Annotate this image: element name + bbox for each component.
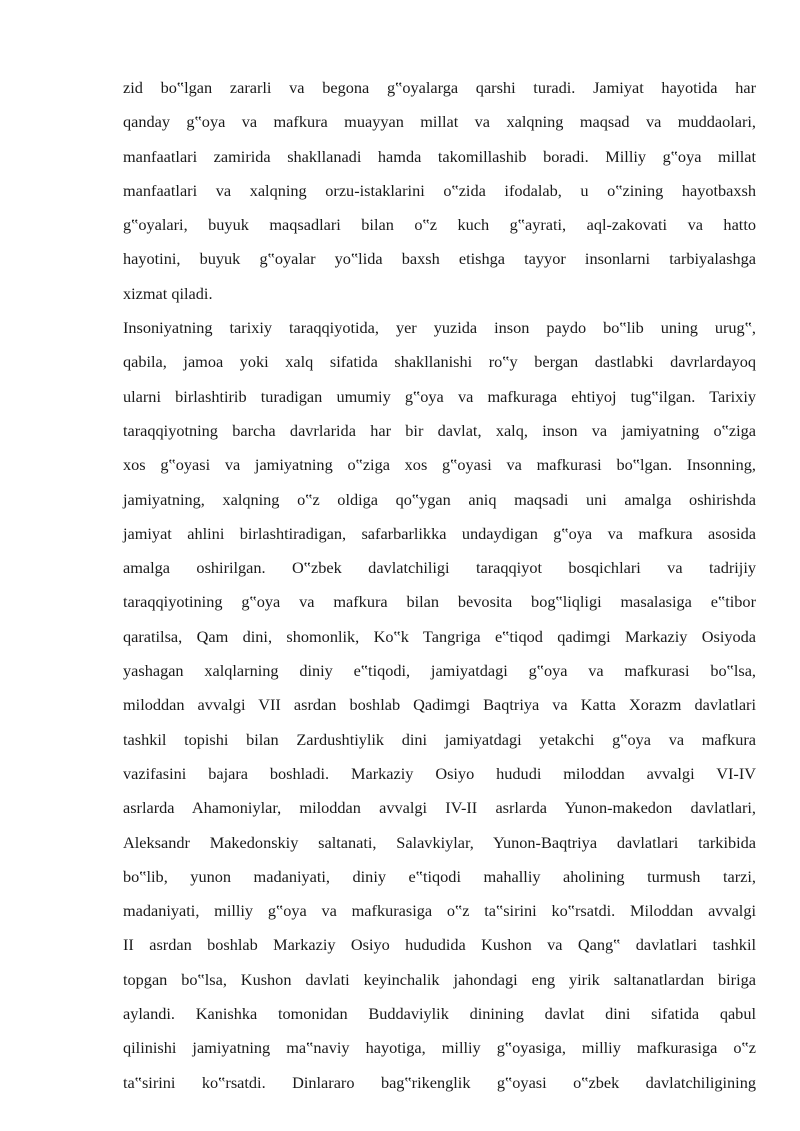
text-line: miloddan avvalgi VII asrdan boshlab Qadimgi Baqtriya va Katta Xorazm davlatlari [123, 695, 756, 715]
text-line: g‟oyalari, buyuk maqsadlari bilan o‟z kuch g‟ayrati, aql-zakovati va hatto [123, 215, 756, 235]
text-line: taraqqiyotning barcha davrlarida har bir davlat, xalq, inson va jamiyatning o‟ziga [123, 420, 756, 440]
text-line: bo‟lib, yunon madaniyati, diniy e‟tiqodi mahalliy aholining turmush tarzi, [123, 866, 756, 886]
text-line: qanday g‟oya va mafkura muayyan millat va xalqning maqsad va muddaolari, [123, 112, 756, 132]
text-line: tashkil topishi bilan Zardushtiylik dini jamiyatdagi yetakchi g‟oya va mafkura [123, 729, 756, 749]
text-line: jamiyat ahlini birlashtiradigan, safarbarlikka undaydigan g‟oya va mafkura asosida [123, 523, 756, 543]
text-line: ularni birlashtirib turadigan umumiy g‟oya va mafkuraga ehtiyoj tug‟ilgan. Tarixiy [123, 386, 756, 406]
text-line: asrlarda Ahamoniylar, miloddan avvalgi IV-II asrlarda Yunon-makedon davlatlari, [123, 798, 756, 818]
text-line: xizmat qiladi. [123, 283, 213, 303]
text-line: qabila, jamoa yoki xalq sifatida shakllanishi ro‟y bergan dastlabki davrlardayoq [123, 352, 756, 372]
document-page [123, 71, 756, 1100]
text-line: yashagan xalqlarning diniy e‟tiqodi, jamiyatdagi g‟oya va mafkurasi bo‟lsa, [123, 661, 756, 681]
text-line: xos g‟oyasi va jamiyatning o‟ziga xos g‟oyasi va mafkurasi bo‟lgan. Insonning, [123, 455, 756, 475]
text-line: qaratilsa, Qam dini, shomonlik, Ko‟k Tangriga e‟tiqod qadimgi Markaziy Osiyoda [123, 626, 756, 646]
text-line: jamiyatning, xalqning o‟z oldiga qo‟ygan aniq maqsadi uni amalga oshirishda [123, 489, 756, 509]
text-line: topgan bo‟lsa, Kushon davlati keyinchalik jahondagi eng yirik saltanatlardan biriga [123, 969, 756, 989]
text-line: qilinishi jamiyatning ma‟naviy hayotiga, milliy g‟oyasiga, milliy mafkurasiga o‟z [123, 1038, 756, 1058]
text-line: hayotini, buyuk g‟oyalar yo‟lida baxsh etishga tayyor insonlarni tarbiyalashga [123, 249, 756, 269]
paragraph-1 [123, 71, 756, 311]
text-line: vazifasini bajara boshladi. Markaziy Osiyo hududi miloddan avvalgi VI-IV [123, 763, 756, 783]
text-line: aylandi. Kanishka tomonidan Buddaviylik dinining davlat dini sifatida qabul [123, 1004, 756, 1024]
text-line: II asrdan boshlab Markaziy Osiyo hududida Kushon va Qang‟ davlatlari tashkil [123, 935, 756, 955]
text-line: Aleksandr Makedonskiy saltanati, Salavkiylar, Yunon-Baqtriya davlatlari tarkibida [123, 832, 756, 852]
text-line: taraqqiyotining g‟oya va mafkura bilan bevosita bog‟liqligi masalasiga e‟tibor [123, 592, 756, 612]
text-line: zid bo‟lgan zararli va begona g‟oyalarga qarshi turadi. Jamiyat hayotida har [123, 78, 756, 97]
text-line: madaniyati, milliy g‟oya va mafkurasiga o‟z ta‟sirini ko‟rsatdi. Miloddan avvalgi [123, 901, 756, 921]
text-line: Insoniyatning tarixiy taraqqiyotida, yer yuzida inson paydo bo‟lib uning urug‟, [123, 318, 756, 338]
text-line: manfaatlari zamirida shakllanadi hamda takomillashib boradi. Milliy g‟oya millat [123, 146, 756, 166]
text-line: amalga oshirilgan. O‟zbek davlatchiligi taraqqiyot bosqichlari va tadrijiy [123, 558, 756, 578]
paragraph-2 [123, 311, 756, 1100]
text-line: manfaatlari va xalqning orzu-istaklarini o‟zida ifodalab, u o‟zining hayotbaxsh [123, 180, 756, 200]
text-line: ta‟sirini ko‟rsatdi. Dinlararo bag‟rikenglik g‟oyasi o‟zbek davlatchiligining [123, 1072, 756, 1092]
